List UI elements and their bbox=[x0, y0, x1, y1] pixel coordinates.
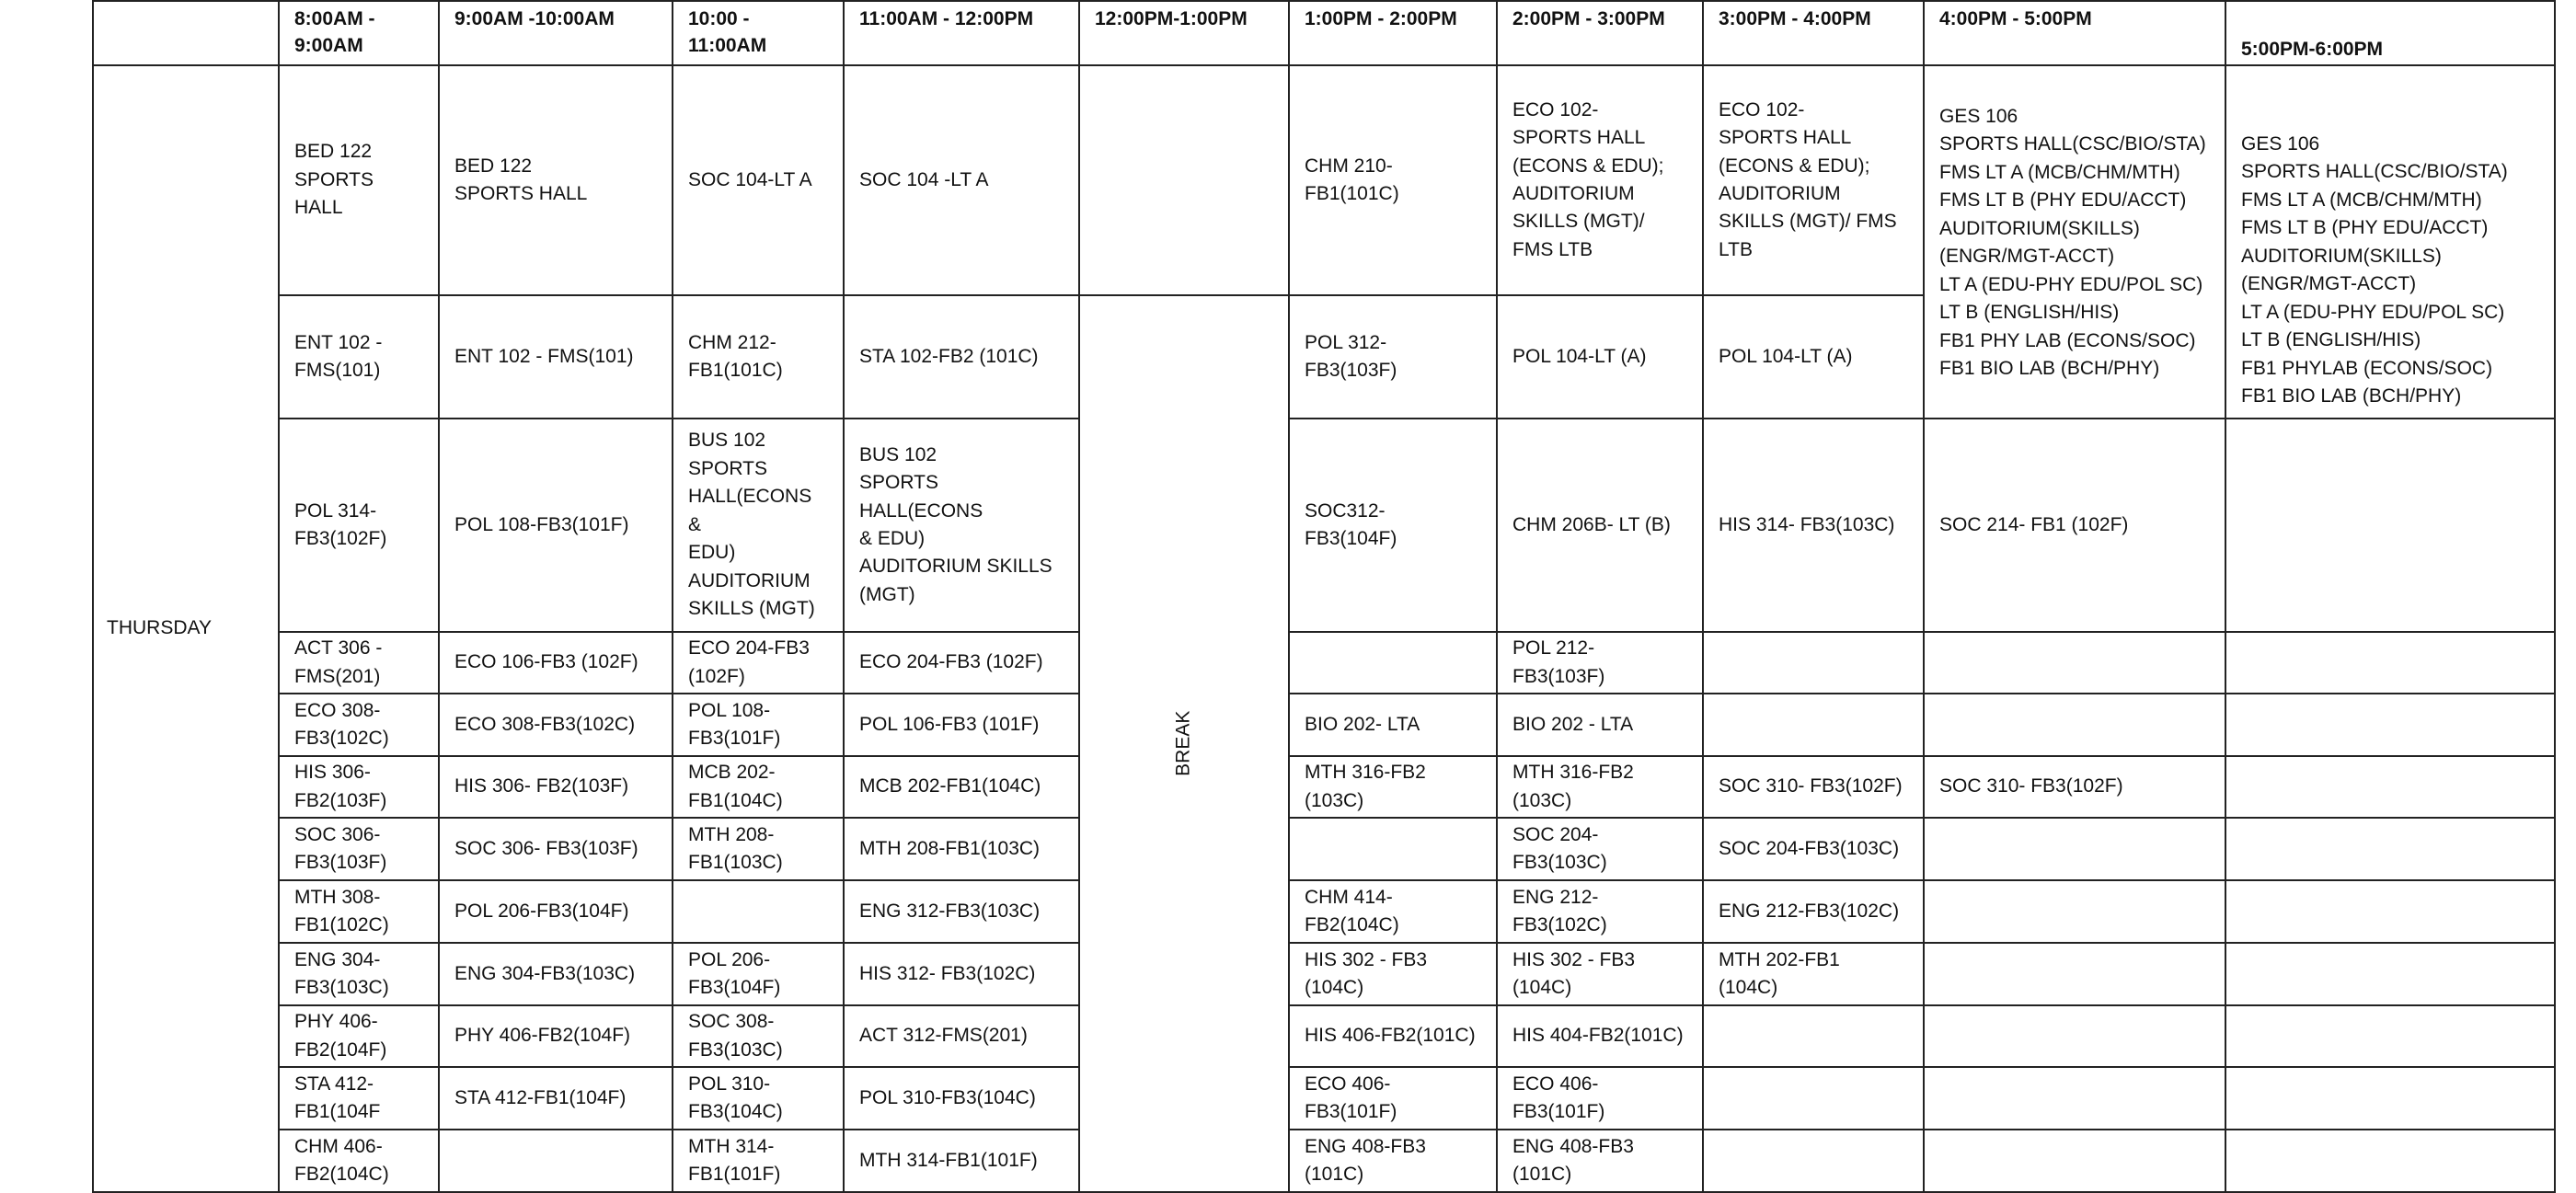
course-cell: BUS 102 SPORTS HALL(ECONS & EDU) AUDITORIUM SKILLS (MGT) bbox=[673, 419, 844, 632]
course-cell: CHM 414- FB2(104C) bbox=[1289, 880, 1497, 943]
course-cell: BIO 202 - LTA bbox=[1497, 694, 1703, 756]
schedule-row bbox=[93, 756, 2555, 818]
course-cell: GES 106 SPORTS HALL(CSC/BIO/STA) FMS LT A (MCB/CHM/MTH) FMS LT B (PHY EDU/ACCT) AUDITORIUM(SKILLS) (ENGR/MGT-ACCT) LT A (EDU-PHY EDU/POL SC) LT B (ENGLISH/HIS) FB1 PHYLAB (ECONS/SOC) FB1 BIO LAB (BCH/PHY) bbox=[2225, 65, 2555, 419]
course-cell: MTH 316-FB2 (103C) bbox=[1497, 756, 1703, 818]
schedule-row bbox=[93, 694, 2555, 756]
course-cell: ENG 408-FB3 (101C) bbox=[1497, 1130, 1703, 1192]
course-cell: POL 314- FB3(102F) bbox=[279, 419, 439, 632]
course-cell: STA 412- FB1(104F bbox=[279, 1067, 439, 1130]
course-cell bbox=[2225, 632, 2555, 694]
course-cell: MTH 308- FB1(102C) bbox=[279, 880, 439, 943]
course-cell bbox=[2225, 694, 2555, 756]
course-cell: SOC 306- FB3(103F) bbox=[279, 818, 439, 880]
course-cell: POL 108-FB3(101F) bbox=[439, 419, 673, 632]
course-cell: HIS 314- FB3(103C) bbox=[1703, 419, 1924, 632]
course-cell: SOC 308- FB3(103C) bbox=[673, 1005, 844, 1067]
course-cell: STA 412-FB1(104F) bbox=[439, 1067, 673, 1130]
course-cell: HIS 302 - FB3 (104C) bbox=[1289, 943, 1497, 1005]
course-cell bbox=[1703, 1005, 1924, 1067]
course-cell: STA 102-FB2 (101C) bbox=[844, 295, 1079, 419]
course-cell: MTH 208-FB1(103C) bbox=[844, 818, 1079, 880]
schedule-row bbox=[93, 880, 2555, 943]
course-cell: ENG 212- FB3(102C) bbox=[1497, 880, 1703, 943]
schedule-row bbox=[93, 65, 2555, 295]
course-cell: POL 108- FB3(101F) bbox=[673, 694, 844, 756]
course-cell bbox=[2225, 943, 2555, 1005]
course-cell: CHM 210- FB1(101C) bbox=[1289, 65, 1497, 295]
course-cell: SOC 214- FB1 (102F) bbox=[1924, 419, 2225, 632]
course-cell: PHY 406- FB2(104F) bbox=[279, 1005, 439, 1067]
course-cell bbox=[2225, 419, 2555, 632]
course-cell: ECO 102- SPORTS HALL (ECONS & EDU); AUDITORIUM SKILLS (MGT)/ FMS LTB bbox=[1703, 65, 1924, 295]
course-cell: SOC 104-LT A bbox=[673, 65, 844, 295]
course-cell: BUS 102 SPORTS HALL(ECONS & EDU) AUDITORIUM SKILLS (MGT) bbox=[844, 419, 1079, 632]
course-cell bbox=[1703, 1067, 1924, 1130]
course-cell: POL 104-LT (A) bbox=[1703, 295, 1924, 419]
schedule-row bbox=[93, 943, 2555, 1005]
course-cell: MTH 202-FB1 (104C) bbox=[1703, 943, 1924, 1005]
course-cell: ACT 312-FMS(201) bbox=[844, 1005, 1079, 1067]
course-cell bbox=[1924, 1130, 2225, 1192]
course-cell: MCB 202- FB1(104C) bbox=[673, 756, 844, 818]
course-cell: GES 106 SPORTS HALL(CSC/BIO/STA) FMS LT A (MCB/CHM/MTH) FMS LT B (PHY EDU/ACCT) AUDITORIUM(SKILLS) (ENGR/MGT-ACCT) LT A (EDU-PHY EDU/POL SC) LT B (ENGLISH/HIS) FB1 PHY LAB (ECONS/SOC) FB1 BIO LAB (BCH/PHY) bbox=[1924, 65, 2225, 419]
course-cell: POL 106-FB3 (101F) bbox=[844, 694, 1079, 756]
course-cell: SOC 310- FB3(102F) bbox=[1924, 756, 2225, 818]
break-label: BREAK bbox=[1172, 710, 1194, 777]
course-cell: HIS 306- FB2(103F) bbox=[279, 756, 439, 818]
course-cell bbox=[1924, 632, 2225, 694]
course-cell bbox=[1703, 694, 1924, 756]
schedule-row bbox=[93, 818, 2555, 880]
course-cell: HIS 404-FB2(101C) bbox=[1497, 1005, 1703, 1067]
course-cell bbox=[1924, 694, 2225, 756]
course-cell: ECO 308-FB3(102C) bbox=[439, 694, 673, 756]
schedule-row bbox=[93, 632, 2555, 694]
course-cell: HIS 306- FB2(103F) bbox=[439, 756, 673, 818]
course-cell bbox=[1289, 632, 1497, 694]
course-cell bbox=[2225, 756, 2555, 818]
course-cell bbox=[1924, 818, 2225, 880]
course-cell: ECO 204-FB3 (102F) bbox=[673, 632, 844, 694]
course-cell: ENG 408-FB3 (101C) bbox=[1289, 1130, 1497, 1192]
time-slot-header: 1:00PM - 2:00PM bbox=[1289, 1, 1497, 65]
course-cell: ECO 308- FB3(102C) bbox=[279, 694, 439, 756]
course-cell: CHM 212- FB1(101C) bbox=[673, 295, 844, 419]
course-cell bbox=[2225, 1130, 2555, 1192]
course-cell: POL 206-FB3(104F) bbox=[439, 880, 673, 943]
course-cell: ENT 102 - FMS(101) bbox=[279, 295, 439, 419]
course-cell: MTH 314-FB1(101F) bbox=[844, 1130, 1079, 1192]
course-cell: SOC 306- FB3(103F) bbox=[439, 818, 673, 880]
course-cell: ACT 306 - FMS(201) bbox=[279, 632, 439, 694]
time-slot-header: 10:00 - 11:00AM bbox=[673, 1, 844, 65]
time-slot-header: 8:00AM - 9:00AM bbox=[279, 1, 439, 65]
course-cell: MTH 314- FB1(101F) bbox=[673, 1130, 844, 1192]
course-cell: POL 212- FB3(103F) bbox=[1497, 632, 1703, 694]
course-cell bbox=[2225, 818, 2555, 880]
course-cell: HIS 406-FB2(101C) bbox=[1289, 1005, 1497, 1067]
course-cell: SOC 204- FB3(103C) bbox=[1497, 818, 1703, 880]
time-slot-header: 12:00PM-1:00PM bbox=[1079, 1, 1289, 65]
course-cell: ECO 406- FB3(101F) bbox=[1289, 1067, 1497, 1130]
schedule-row bbox=[93, 1005, 2555, 1067]
course-cell: POL 312- FB3(103F) bbox=[1289, 295, 1497, 419]
course-cell bbox=[1703, 1130, 1924, 1192]
course-cell: HIS 312- FB3(102C) bbox=[844, 943, 1079, 1005]
schedule-row bbox=[93, 419, 2555, 632]
course-cell bbox=[2225, 880, 2555, 943]
course-cell: BED 122 SPORTS HALL bbox=[439, 65, 673, 295]
course-cell: CHM 206B- LT (B) bbox=[1497, 419, 1703, 632]
course-cell: ENG 212-FB3(102C) bbox=[1703, 880, 1924, 943]
schedule-row bbox=[93, 1067, 2555, 1130]
course-cell: SOC 204-FB3(103C) bbox=[1703, 818, 1924, 880]
course-cell: SOC 310- FB3(102F) bbox=[1703, 756, 1924, 818]
timetable bbox=[92, 0, 2556, 1193]
course-cell bbox=[1703, 632, 1924, 694]
course-cell: ECO 406- FB3(101F) bbox=[1497, 1067, 1703, 1130]
course-cell: SOC 104 -LT A bbox=[844, 65, 1079, 295]
course-cell bbox=[1924, 1067, 2225, 1130]
course-cell bbox=[2225, 1005, 2555, 1067]
course-cell: ECO 106-FB3 (102F) bbox=[439, 632, 673, 694]
header-row bbox=[93, 1, 2555, 65]
course-cell bbox=[1924, 880, 2225, 943]
course-cell: MTH 316-FB2 (103C) bbox=[1289, 756, 1497, 818]
course-cell: BED 122 SPORTS HALL bbox=[279, 65, 439, 295]
course-cell: MCB 202-FB1(104C) bbox=[844, 756, 1079, 818]
course-cell: ENG 304- FB3(103C) bbox=[279, 943, 439, 1005]
course-cell bbox=[1289, 818, 1497, 880]
time-slot-header: 9:00AM -10:00AM bbox=[439, 1, 673, 65]
course-cell: POL 310-FB3(104C) bbox=[844, 1067, 1079, 1130]
time-slot-header: 4:00PM - 5:00PM bbox=[1924, 1, 2225, 65]
time-slot-header: 3:00PM - 4:00PM bbox=[1703, 1, 1924, 65]
course-cell: PHY 406-FB2(104F) bbox=[439, 1005, 673, 1067]
day-label: THURSDAY bbox=[93, 65, 279, 1192]
course-cell bbox=[673, 880, 844, 943]
course-cell: POL 310- FB3(104C) bbox=[673, 1067, 844, 1130]
course-cell bbox=[2225, 1067, 2555, 1130]
course-cell: MTH 208- FB1(103C) bbox=[673, 818, 844, 880]
course-cell bbox=[439, 1130, 673, 1192]
time-slot-header: 5:00PM-6:00PM bbox=[2225, 1, 2555, 65]
course-cell: ECO 204-FB3 (102F) bbox=[844, 632, 1079, 694]
time-slot-header: 11:00AM - 12:00PM bbox=[844, 1, 1079, 65]
course-cell: POL 206- FB3(104F) bbox=[673, 943, 844, 1005]
course-cell: POL 104-LT (A) bbox=[1497, 295, 1703, 419]
corner-cell bbox=[93, 1, 279, 65]
empty-break-slot-cell bbox=[1079, 65, 1289, 295]
course-cell bbox=[1924, 1005, 2225, 1067]
schedule-row bbox=[93, 1130, 2555, 1192]
break-cell bbox=[1079, 295, 1289, 1192]
course-cell bbox=[1924, 943, 2225, 1005]
course-cell: ENT 102 - FMS(101) bbox=[439, 295, 673, 419]
course-cell: CHM 406- FB2(104C) bbox=[279, 1130, 439, 1192]
course-cell: ENG 312-FB3(103C) bbox=[844, 880, 1079, 943]
course-cell: BIO 202- LTA bbox=[1289, 694, 1497, 756]
course-cell: SOC312- FB3(104F) bbox=[1289, 419, 1497, 632]
course-cell: HIS 302 - FB3 (104C) bbox=[1497, 943, 1703, 1005]
time-slot-header: 2:00PM - 3:00PM bbox=[1497, 1, 1703, 65]
course-cell: ECO 102- SPORTS HALL (ECONS & EDU); AUDITORIUM SKILLS (MGT)/ FMS LTB bbox=[1497, 65, 1703, 295]
course-cell: ENG 304-FB3(103C) bbox=[439, 943, 673, 1005]
